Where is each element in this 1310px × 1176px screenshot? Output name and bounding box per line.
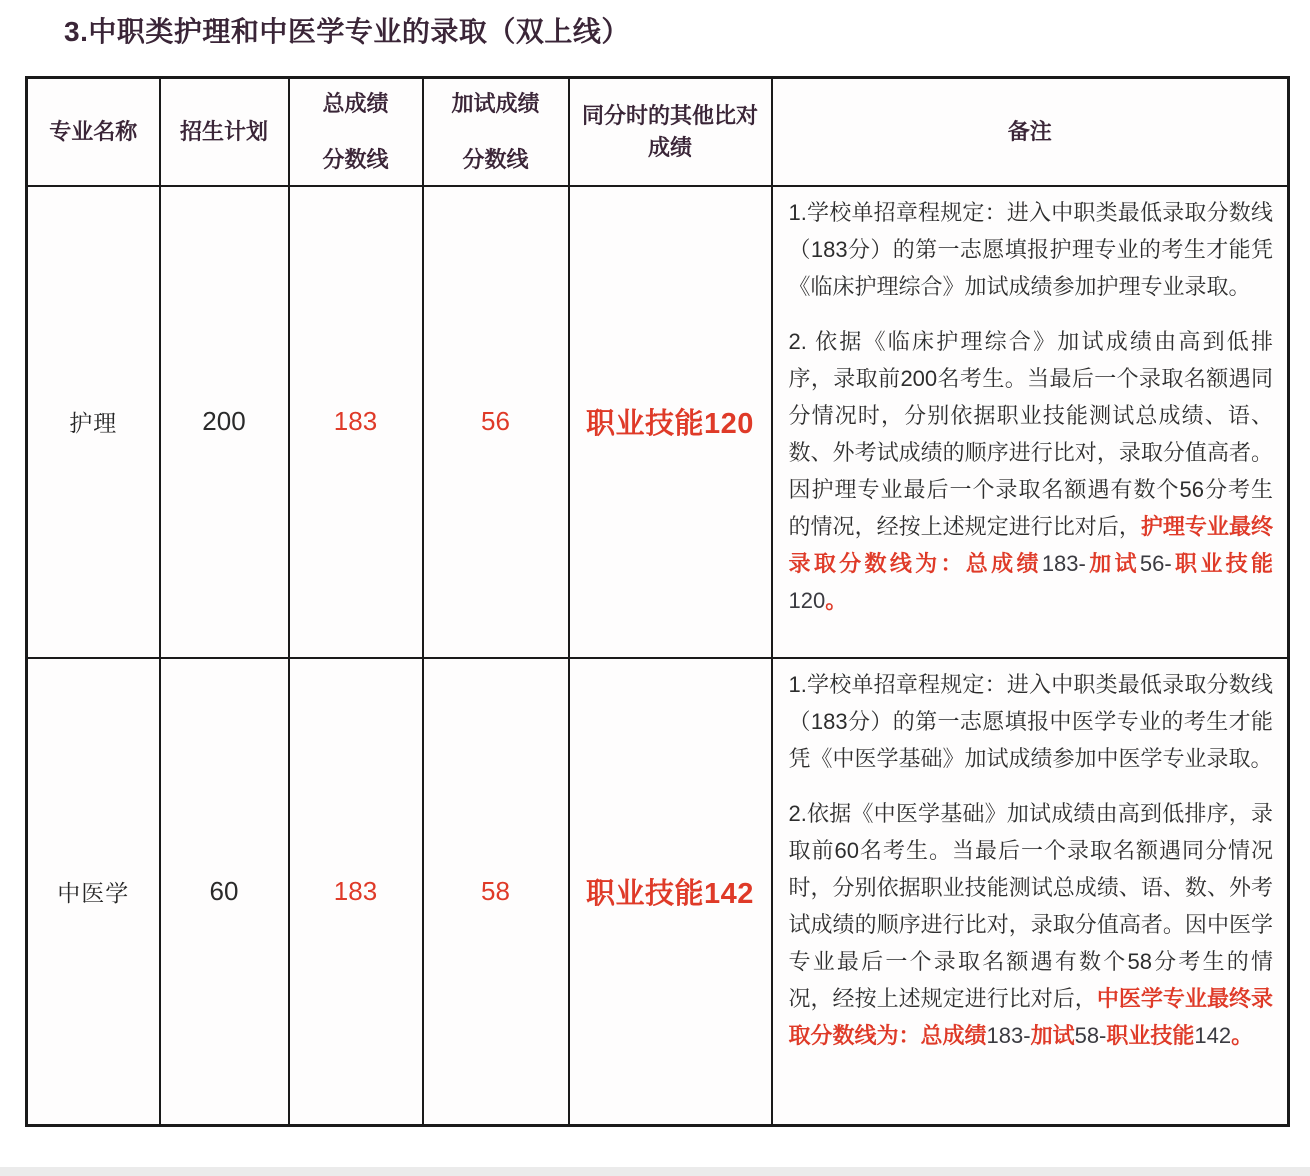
header-enrollment-plan: 招生计划 [160, 78, 289, 186]
page-title: 3.中职类护理和中医学专业的录取（双上线） [64, 16, 630, 47]
cell-extra-test-score-line: 56 [423, 186, 569, 658]
cell-remarks [772, 658, 1289, 1126]
cell-total-score-line: 183 [289, 658, 423, 1126]
page-bottom-edge [0, 1167, 1310, 1176]
cell-major-name: 中医学 [27, 658, 160, 1126]
header-extra-test-score-line: 加试成绩 分数线 [423, 78, 569, 186]
header-remarks: 备注 [772, 78, 1289, 186]
table-row-tcm [27, 658, 1289, 1126]
cell-tie-breaker-score: 职业技能142 [569, 658, 772, 1126]
cell-total-score-line: 183 [289, 186, 423, 658]
table-header-row [27, 78, 1289, 186]
header-total-score-line: 总成绩 分数线 [289, 78, 423, 186]
header-tie-breaker-score: 同分时的其他比对 成绩 [569, 78, 772, 186]
remark-paragraph-1: 1.学校单招章程规定：进入中职类最低录取分数线（183分）的第一志愿填报护理专业的考生才能凭《临床护理综合》加试成绩参加护理专业录取。 [788, 199, 1273, 299]
admission-score-table [25, 76, 1290, 1127]
header-major-name: 专业名称 [27, 78, 160, 186]
remark-paragraph-1: 1.学校单招章程规定：进入中职类最低录取分数线（183分）的第一志愿填报中医学专业的考生才能凭《中医学基础》加试成绩参加中医学专业录取。 [788, 671, 1273, 771]
cell-tie-breaker-score: 职业技能120 [569, 186, 772, 658]
cell-enrollment-plan: 60 [160, 658, 289, 1126]
remark-paragraph-2: 2. 依据《临床护理综合》加试成绩由高到低排序，录取前200名考生。当最后一个录取名额遇同分情况时，分别依据职业技能测试总成绩、语、数、外考试成绩的顺序进行比对，录取分值高者。因护理专业最后一个录取名额遇有数个56分考生的情况，经按上述规定进行比对后，护理专业最终录取分数线为：总成绩183-加试56-职业技能120。 [788, 328, 1273, 613]
table-row-nursing [27, 186, 1289, 658]
document-page [0, 10, 1310, 1127]
cell-enrollment-plan: 200 [160, 186, 289, 658]
remark-paragraph-2: 2.依据《中医学基础》加试成绩由高到低排序，录取前60名考生。当最后一个录取名额遇同分情况时，分别依据职业技能测试总成绩、语、数、外考试成绩的顺序进行比对，录取分值高者。因中医学专业最后一个录取名额遇有数个58分考生的情况，经按上述规定进行比对后，中医学专业最终录取分数线为：总成绩183-加试58-职业技能142。 [788, 800, 1273, 1048]
cell-extra-test-score-line: 58 [423, 658, 569, 1126]
cell-remarks [772, 186, 1289, 658]
cell-major-name: 护理 [27, 186, 160, 658]
